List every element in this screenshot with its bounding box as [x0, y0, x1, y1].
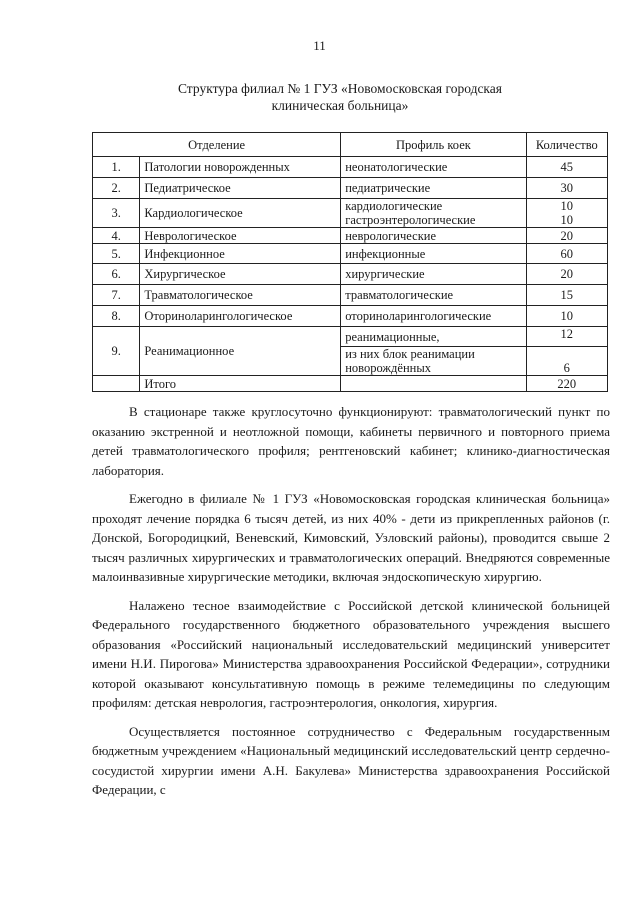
row-profile: хирургические	[341, 264, 526, 285]
row-profile	[341, 347, 526, 376]
row-number: 5.	[93, 244, 140, 264]
table-header-row	[93, 133, 608, 157]
row-profile: педиатрические	[341, 178, 526, 199]
table-row	[93, 199, 608, 228]
quantity-line: 10	[560, 199, 574, 213]
row-quantity: 45	[526, 157, 607, 178]
row-quantity: 6	[526, 347, 607, 376]
row-quantity: 20	[526, 264, 607, 285]
row-quantity: 30	[526, 178, 607, 199]
table-row	[93, 228, 608, 244]
quantity-line: 10	[560, 213, 574, 227]
row-department: Травматологическое	[140, 285, 341, 306]
row-number: 3.	[93, 199, 140, 228]
row-quantity: 15	[526, 285, 607, 306]
table-row	[93, 244, 608, 264]
row-profile: реанимационные,	[341, 327, 526, 347]
title-line-1: Структура филиал № 1 ГУЗ «Новомосковская городская	[177, 81, 502, 96]
bed-structure-table	[92, 132, 608, 392]
paragraph: В стационаре также круглосуточно функционируют: травматологический пункт по оказанию экстренной и неотложной помощи, кабинеты первичного и повторного приема детей травматологического профиля; рентгеновский кабинет; клинико-диагностическая лаборатория.	[92, 404, 610, 478]
row-profile: оториноларингологические	[341, 306, 526, 327]
row-department: Педиатрическое	[140, 178, 341, 199]
row-profile	[341, 199, 526, 228]
table-row	[93, 327, 608, 347]
row-quantity	[526, 199, 607, 228]
paragraph: Налажено тесное взаимодействие с Российской детской клинической больницей Федерального государственного бюджетного образовательного учреждения высшего образования «Российский национальный исследовательский медицинский университет имени Н.И. Пирогова» Министерства здравоохранения Российской Федерации», сотрудники которой оказывают консультативную помощь в режиме телемедицины по следующим профилям: детская неврология, гастроэнтерология, онкология, хирургия.	[92, 597, 610, 710]
total-empty-cell	[341, 376, 526, 392]
header-department: Отделение	[93, 133, 341, 157]
total-label: Итого	[140, 376, 341, 392]
row-number: 1.	[93, 157, 140, 178]
paragraph: Ежегодно в филиале № 1 ГУЗ «Новомосковская городская клиническая больница» проходят лечение порядка 6 тысяч детей, из них 40% - дети из прикрепленных районов (г. Донской, Богородицкий, Веневский, Кимовский, Узловский районы), проводится свыше 2 тысяч различных хирургических и травматологических операций. Внедряются современные малоинвазивные хирургические методики, включая эндоскопическую хирургию.	[92, 491, 610, 584]
total-quantity: 220	[526, 376, 607, 392]
row-number: 4.	[93, 228, 140, 244]
profile-line: кардиологические	[345, 199, 443, 213]
total-empty-cell	[93, 376, 140, 392]
row-quantity: 12	[526, 327, 607, 347]
row-department: Оториноларингологическое	[140, 306, 341, 327]
header-quantity: Количество	[526, 133, 607, 157]
row-department: Инфекционное	[140, 244, 341, 264]
row-quantity: 20	[526, 228, 607, 244]
page-number: 11	[313, 38, 326, 53]
row-department: Реанимационное	[140, 327, 341, 376]
row-number: 9.	[93, 327, 140, 376]
row-number: 8.	[93, 306, 140, 327]
row-profile: неонатологические	[341, 157, 526, 178]
total-row	[93, 376, 608, 392]
row-department: Неврологическое	[140, 228, 341, 244]
table-row	[93, 178, 608, 199]
table-row	[93, 306, 608, 327]
profile-line: гастроэнтерологические	[345, 213, 476, 227]
title-line-2: клиническая больница»	[271, 98, 409, 113]
table-row	[93, 157, 608, 178]
body-text	[92, 402, 610, 809]
table-row	[93, 264, 608, 285]
profile-line: новорождённых	[345, 361, 431, 375]
row-number: 7.	[93, 285, 140, 306]
row-profile: инфекционные	[341, 244, 526, 264]
row-quantity: 10	[526, 306, 607, 327]
row-number: 2.	[93, 178, 140, 199]
profile-line: из них блок реанимации	[345, 347, 475, 361]
row-quantity: 60	[526, 244, 607, 264]
row-profile: неврологические	[341, 228, 526, 244]
row-department: Патологии новорожденных	[140, 157, 341, 178]
paragraph: Осуществляется постоянное сотрудничество с Федеральным государственным бюджетным учреждением «Национальный медицинский исследовательский центр сердечно-сосудистой хирургии имени А.Н. Бакулева» Министерства здравоохранения Российской Федерации, с	[92, 723, 610, 797]
row-department: Хирургическое	[140, 264, 341, 285]
header-profile: Профиль коек	[341, 133, 526, 157]
table-row	[93, 285, 608, 306]
row-department: Кардиологическое	[140, 199, 341, 228]
row-profile: травматологические	[341, 285, 526, 306]
row-number: 6.	[93, 264, 140, 285]
table-title	[120, 80, 560, 114]
